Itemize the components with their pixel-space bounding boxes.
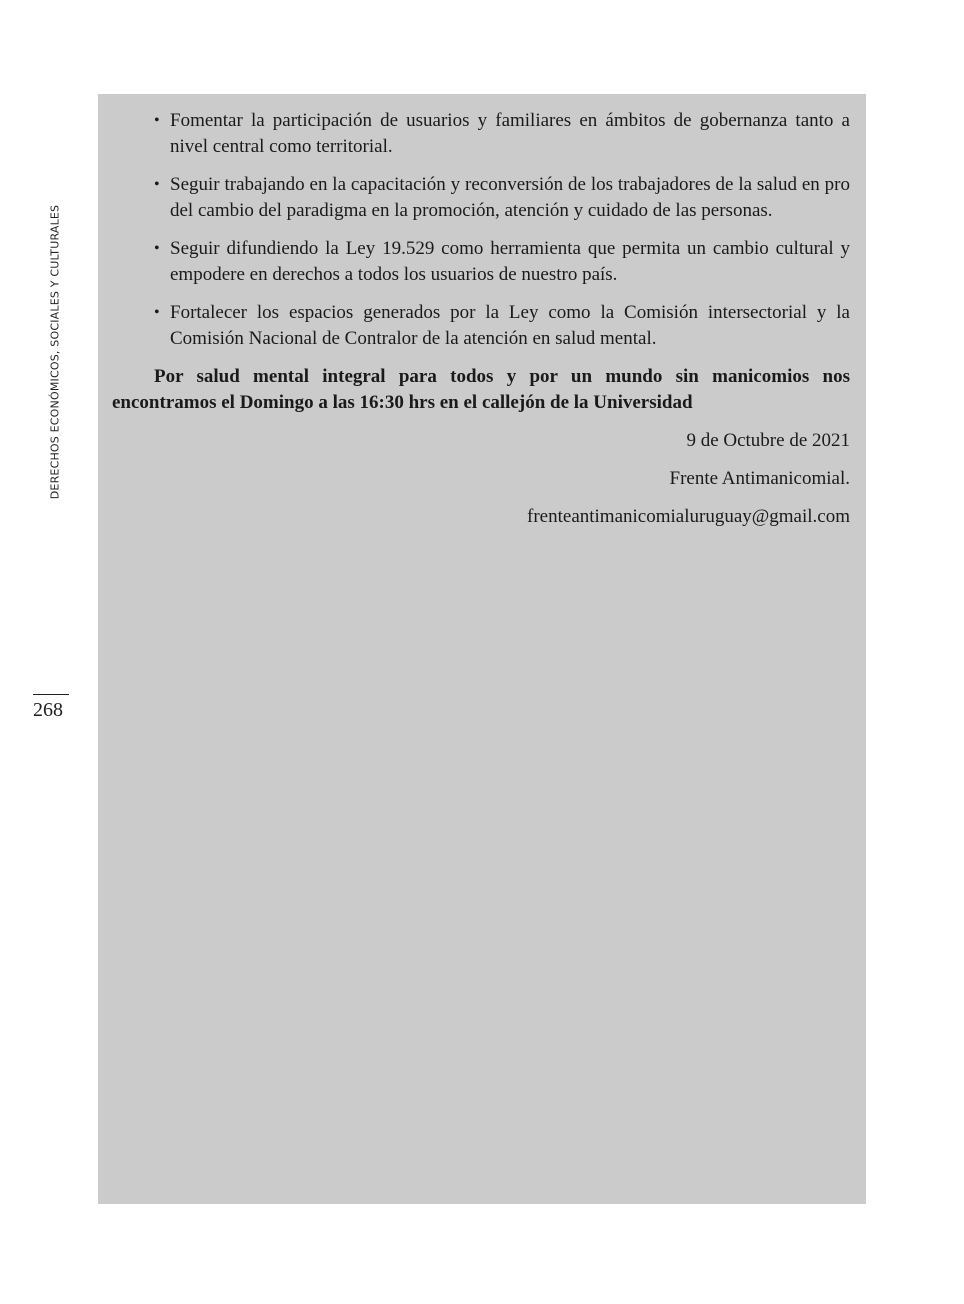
page-number: 268 <box>33 699 63 721</box>
bullet-text: Fomentar la participación de usuarios y familiares en ámbitos de gobernanza tanto a nivel central como territorial. <box>170 110 850 157</box>
bullet-text: Fortalecer los espacios generados por la Ley como la Comisión intersectorial y la Comisión Nacional de Contralor de la atención en salud mental. <box>170 302 850 349</box>
bullet-icon: • <box>154 112 160 129</box>
bullet-text: Seguir difundiendo la Ley 19.529 como herramienta que permita un cambio cultural y empodere en derechos a todos los usuarios de nuestro país. <box>170 238 850 285</box>
running-header: DERECHOS ECONÓMICOS, SOCIALES Y CULTURALES <box>48 204 62 500</box>
bullet-item <box>112 300 850 352</box>
bullet-item <box>112 236 850 288</box>
bullet-item <box>112 172 850 224</box>
signature-line: Frente Antimanicomial. <box>669 468 850 489</box>
bullet-list <box>112 108 850 352</box>
bullet-icon: • <box>154 176 160 193</box>
bullet-icon: • <box>154 304 160 321</box>
page-number-rule <box>33 694 69 695</box>
bullet-icon: • <box>154 240 160 257</box>
content-panel <box>98 94 866 1204</box>
bullet-text: Seguir trabajando en la capacitación y reconversión de los trabajadores de la salud en pro del cambio del paradigma en la promoción, atención y cuidado de las personas. <box>170 174 850 221</box>
date-line: 9 de Octubre de 2021 <box>686 430 850 451</box>
closing-statement: Por salud mental integral para todos y por un mundo sin manicomios nos encontramos el Domingo a las 16:30 hrs en el callejón de la Universidad <box>112 366 850 413</box>
email-line: frenteantimanicomialuruguay@gmail.com <box>527 506 850 527</box>
bullet-item <box>112 108 850 160</box>
